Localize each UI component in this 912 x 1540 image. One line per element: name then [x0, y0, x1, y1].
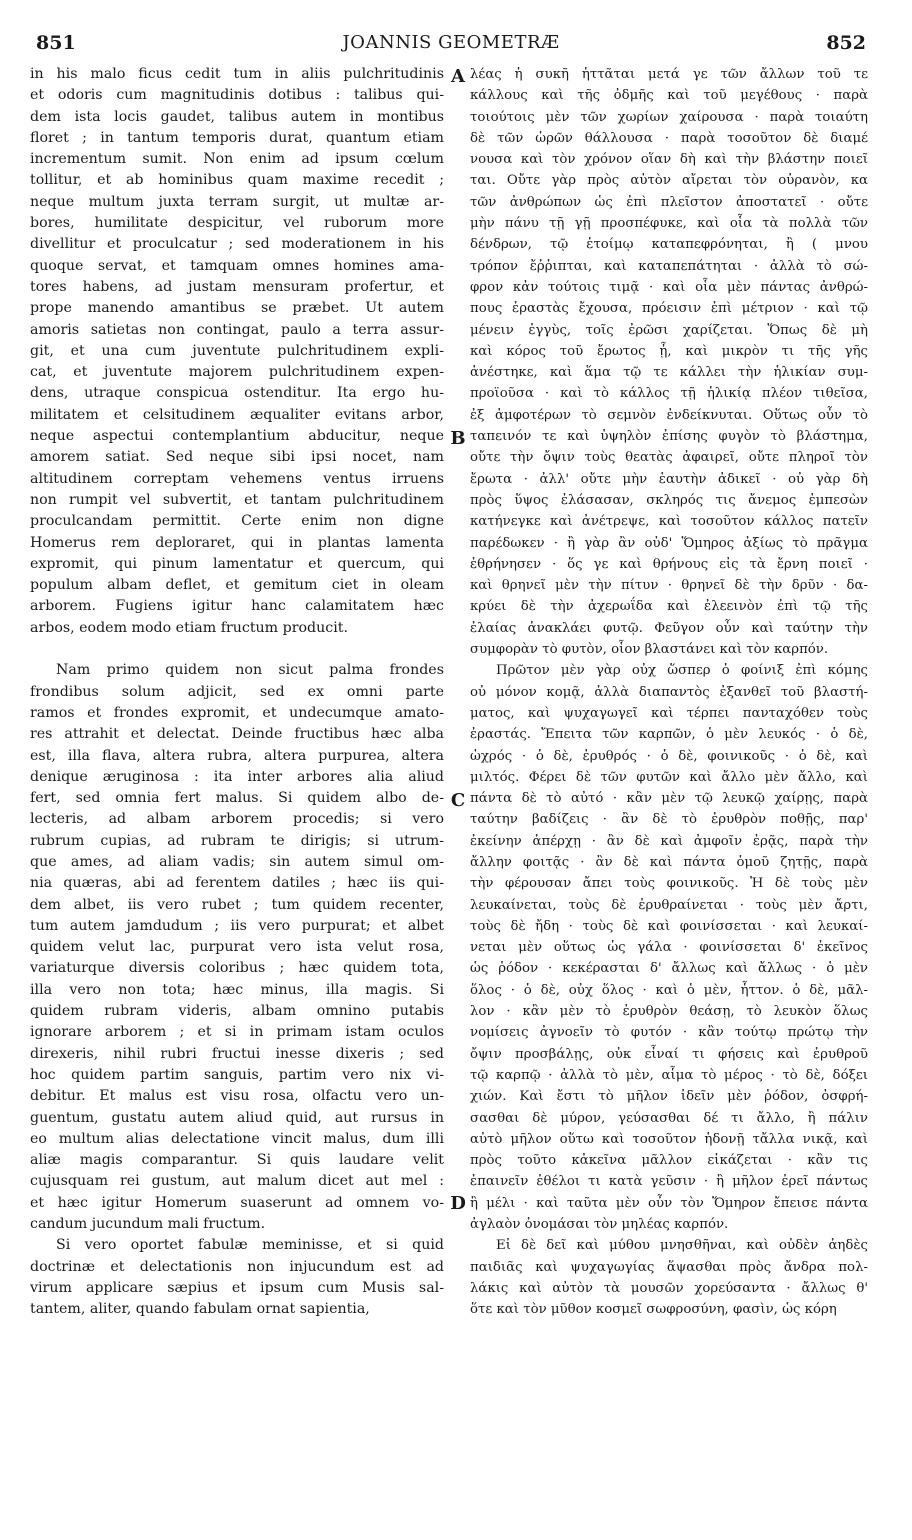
page-number-right: 852: [826, 32, 866, 54]
latin-text-line: militatem et celsitudinem æqualiter evitans arbor,: [30, 406, 444, 423]
latin-text-line: bores, humilitate despicitur, vel ruborum more: [30, 215, 444, 232]
greek-text-line: προϊοῦσα · καὶ τὸ κάλλος τῇ ἡλικίᾳ πλέον τιθεῖσα,: [470, 386, 868, 402]
latin-text-line: incrementum sumit. Non enim ad ipsum cœlum: [30, 151, 444, 168]
greek-text-line: παιδιᾶς καὶ ψυχαγωγίας ἅψασθαι πρὸς ἄνδρα πολ-: [470, 1259, 868, 1275]
latin-text-line: debitur. Et malus est visu rosa, olfactu vero un-: [30, 1088, 444, 1105]
latin-text-line: et odoris cum magnitudinis dotibus : talibus qui-: [30, 87, 444, 104]
greek-text-line: οὔτε τὴν ὄψιν τοὺς θεατὰς ἀφαιρεῖ, οὔτε πληροῖ τὸν: [470, 450, 868, 466]
greek-text-line: χιών. Καὶ ἔστι τὸ μῆλον ἰδεῖν μὲν ῥόδον, ὀσφρή-: [470, 1089, 868, 1105]
greek-text-line: πρὸς τοῦτο κἀκεῖνα μᾶλλον εἰκάζεται · κἂν τις: [470, 1153, 868, 1169]
greek-text-line: σασθαι δὲ μύρον, γεύσασθαι δέ τι ἄλλο, ἢ πάλιν: [470, 1110, 868, 1126]
latin-text-line: cujusquam rei gustum, aut malum dicet aut mel :: [30, 1173, 444, 1190]
latin-text-line: expromit, qui pinum lamentatur et quercum, qui: [30, 555, 444, 572]
greek-text-line: ἀγλαὸν ὀνομάσαι τὸν μηλέας καρπόν.: [470, 1217, 729, 1233]
latin-text-line: tores habens, ad justam mensuram profertur, et: [30, 278, 444, 295]
latin-text-line: virum applicare sæpius et ipsum cum Musis sal-: [30, 1279, 444, 1296]
latin-text-line: tollitur, et ab hominibus quam maxime recedit ;: [30, 172, 444, 189]
latin-text-line: arborem. Fugiens igitur hanc calamitatem hæc: [30, 598, 444, 615]
greek-text-line: μὴν πάνυ τῇ γῇ προσπέφυκε, καὶ οἷα τὰ πολλὰ τῶν: [470, 216, 868, 232]
greek-text-line: συμφορὰν τὸ φυτὸν, οἷον βλαστάνει καὶ τὸν καρπόν.: [470, 642, 829, 658]
greek-text-line: ἀνέστηκε, καὶ ἅμα τῷ τε κάλλει τὴν ἡλικίαν συμ-: [470, 365, 868, 381]
greek-text-line: ἐκείνην ἀπέρχῃ · ἂν δὲ καὶ ἀμφοῖν ἐρᾷς, παρὰ τὴν: [470, 833, 868, 849]
latin-text-line: nia quæras, abi ad ferentem datiles ; hæc iis qui-: [30, 875, 444, 892]
latin-text-line: ramos et frondes expromit, et undecumque amato-: [30, 704, 444, 721]
greek-text-line: παρέδωκεν · ἢ γὰρ ἂν οὐδ' Ὅμηρος ἀξίως τὸ πρᾶγμα: [470, 535, 868, 551]
greek-text-line: καὶ κόρος τοῦ ἔρωτος ᾖ, καὶ μικρὸν τι τῆς γῆς: [470, 343, 868, 359]
latin-text-line: est, illa flava, altera rubra, altera purpurea, altera: [30, 747, 444, 764]
latin-text-line: denique æruginosa : ita inter arbores alia aliud: [30, 768, 444, 785]
running-title: JOANNIS GEOMETRÆ: [342, 32, 560, 53]
latin-column: [30, 64, 444, 1321]
greek-text-line: λάκις καὶ αὐτὸν τὰ μουσῶν χορεύσαντα · ἄλλως θ': [470, 1280, 868, 1296]
latin-text-line: dens, utraque conspicua ostenditur. Ita ergo hu-: [30, 385, 444, 402]
greek-text-line: ταπεινόν τε καὶ ὑψηλὸν ἐπίσης φυγὸν τὸ βλάστημα,: [470, 429, 868, 445]
latin-text-line: rubrum cupias, ad rubram te dirigis; si utrum-: [30, 832, 444, 849]
page-header: [30, 32, 872, 60]
latin-text-line: tantem, aliter, quando fabulam ornat sapientia,: [30, 1301, 370, 1318]
latin-text-line: cat, et juventute majorem pulchritudinem expen-: [30, 364, 444, 381]
greek-text-line: τῷ καρπῷ · ἀλλὰ τὸ μὲν, αἷμα τὸ μέρος · τὸ δὲ, δόξει: [470, 1067, 868, 1083]
greek-text-line: ται. Οὔτε γὰρ πρὸς αὐτὸν αἴρεται τὸν οὐρανὸν, κα: [470, 173, 868, 189]
greek-text-line: ταύτην βαδίζεις · ἂν δὲ τὸ ἐρυθρὸν ποθῇς, παρ': [470, 812, 868, 828]
greek-text-line: νομίσεις ἀγνοεῖν τὸ φυτόν · κἂν τούτῳ πρώτῳ τὴν: [470, 1025, 868, 1041]
latin-text-line: illa vero non tota; hæc minus, illa magis. Si: [30, 981, 444, 998]
latin-text-line: in his malo ficus cedit tum in aliis pulchritudinis: [30, 66, 444, 82]
greek-column: [470, 64, 868, 1321]
greek-text-line: τοὺς δὲ ἤδη · τοὺς δὲ καὶ φοινίσσεται · καὶ λευκαί-: [470, 918, 868, 934]
greek-text-line: ἄλλην φοιτᾷς · ἂν δὲ καὶ πάντα ὁμοῦ ζητῇς, παρὰ: [470, 854, 868, 870]
greek-text-line: αὐτὸ μῆλον οὕτω καὶ τοσοῦτον ἡδονῇ τἄλλα νικᾷ, καὶ: [470, 1131, 868, 1147]
latin-text-line: amoris satietas non contingat, paulo a terra assur-: [30, 321, 444, 338]
latin-text-line: quoque servat, et tamquam omnes homines ama-: [30, 257, 444, 274]
latin-text-line: frondibus solum adjicit, sed ex omni parte: [30, 683, 444, 700]
greek-text-line: πους ἐραστὰς ἔχουσα, πρόεισιν ἐπὶ μέτριον · καὶ τῷ: [470, 301, 868, 317]
greek-text-line: ὡς ῥόδον · κεκέρασται δ' ἄλλως καὶ ἄλλως · ὁ μὲν: [470, 961, 868, 977]
latin-text-line: doctrinæ et delectationis non injucundum est ad: [30, 1258, 444, 1275]
section-marker-c: C: [450, 790, 466, 811]
latin-text-line: fert, sed omnia fert malus. Si quidem albo de-: [30, 790, 444, 807]
latin-text-line: quidem rubram videris, albam omnino putabis: [30, 1003, 444, 1020]
latin-text-line: hoc quidem partim sanguis, partim vero nix vi-: [30, 1066, 444, 1083]
latin-text-line: divellitur et proculcatur ; sed moderationem in his: [30, 236, 444, 253]
section-marker-d: D: [450, 1193, 466, 1214]
latin-text-line: aliæ magis comparantur. Si quis laudare velit: [30, 1152, 444, 1169]
greek-text-line: ὅλος · ὁ δὲ, οὐχ ὅλος · καὶ ὁ μὲν, ἧττον. ὁ δὲ, μᾶλ-: [470, 982, 868, 998]
greek-text-line: πρὸς ὕψος ἐλάσασαν, σκληρός τις ἄνεμος ἐμπεσὼν: [470, 492, 868, 508]
greek-text-line: ὄψιν προσβάλῃς, οὐκ εἶναί τι φήσεις καὶ ἐρυθροῦ: [470, 1046, 868, 1062]
latin-text-line: git, et una cum juventute pulchritudinem expli-: [30, 342, 444, 359]
latin-text-line: ignorare arborem ; et si in primam istam oculos: [30, 1024, 444, 1041]
greek-text-line: τρόπον ἔῤῥιπται, καὶ καταπεπάτηται · ἀλλὰ τὸ σώ-: [470, 258, 868, 274]
greek-text-line: δὲ τῶν ὡρῶν θάλλουσα · παρὰ τοσοῦτον δὲ διαμέ: [470, 130, 868, 146]
greek-text-line: ἐξ ἀμφοτέρων τὸ σεμνὸν ἐνδείκνυται. Οὕτως οὖν τὸ: [470, 407, 868, 423]
greek-text-line: φρον κἀν τούτοις τιμᾷ · καὶ οἷα μὲν πάντας ἀνθρώ-: [470, 279, 868, 295]
latin-text-line: res attrahit et delectat. Deinde fructibus hæc alba: [30, 726, 444, 743]
greek-text-line: καὶ θρηνεῖ μὲν τὴν πίτυν · θρηνεῖ δὲ τὴν δρῦν · δα-: [470, 578, 868, 594]
greek-text-line: λέας ἡ συκῆ ἡττᾶται μετά γε τῶν ἄλλων τοῦ τε: [470, 67, 868, 82]
latin-text-line: dem albet, iis vero rubet ; tum quidem recenter,: [30, 896, 444, 913]
greek-text-line: πάντα δὲ τὸ αὐτό · κἂν μὲν τῷ λευκῷ χαίρῃς, παρὰ: [470, 791, 868, 807]
latin-text-line: guentum, gustatu autem aliud quid, aut rursus in: [30, 1109, 444, 1126]
greek-text-line: νεται μὲν οὕτως ὡς γάλα · φοινίσσεται δ' ἐκεῖνος: [470, 940, 868, 956]
greek-text-line: ἐλαίας ἀνακλάει φυτῷ. Φεῦγον οὖν καὶ ταύτην τὴν: [470, 620, 868, 636]
latin-text-line: et hæc igitur Homerum suaserunt ad omnem vo-: [30, 1194, 444, 1211]
latin-text-line: Homerus rem deploraret, qui in plantas lamenta: [30, 534, 444, 551]
greek-text-line: ἔρωτα · ἀλλ' οὔτε μὴν ἑαυτὴν ἀδικεῖ · οὐ γὰρ δὴ: [470, 471, 868, 487]
greek-text-line: ἢ μέλι · καὶ ταῦτα μὲν οὖν τὸν Ὅμηρον ἔπεισε πάντα: [470, 1195, 868, 1211]
latin-text-line: floret ; in tantum temporis durat, quantum etiam: [30, 129, 444, 146]
latin-text-line: prope manendo amantibus se præbet. Ut autem: [30, 300, 444, 317]
latin-text-line: proculcandam permittit. Certe enim non digne: [30, 513, 444, 530]
latin-text-line: eo multum alias delectatione vincit malus, dum illi: [30, 1130, 444, 1147]
latin-text-line: altitudinem correptam vehemens ventus irruens: [30, 470, 444, 487]
latin-text-line: neque aspectui contemplantium abducitur, neque: [30, 428, 444, 445]
section-marker-b: B: [450, 428, 466, 449]
greek-text-line: λευκαίνεται, τοὺς δὲ ἐρυθραίνεται · τοὺς μὲν ἄρτι,: [470, 897, 868, 913]
latin-text-line: amorem satiat. Sed neque sibi ipsi nocet, nam: [30, 449, 444, 466]
greek-text-line: ἐπαινεῖν ἐθέλοι τι κατὰ γεῦσιν · ἢ μῆλον ἐρεῖ πάντως: [470, 1174, 868, 1190]
latin-text-line: neque multum juxta terram surgit, ut multæ ar-: [30, 193, 444, 210]
page-number-left: 851: [36, 32, 76, 54]
greek-text-line: ματος, καὶ ψυχαγωγεῖ καὶ τέρπει πανταχόθεν τοὺς: [470, 705, 868, 721]
greek-text-line: ἐθρήνησεν · ὅς γε καὶ θρήνους εἰς τὰ ἔρνη ποιεῖ ·: [470, 556, 868, 572]
latin-text-line: que ames, ad aliam vadis; sin autem simul om-: [30, 853, 444, 870]
latin-text-line: candum jucundum mali fructum.: [30, 1216, 266, 1233]
latin-text-line: populum albam deflet, et gemitum ciet in oleam: [30, 577, 444, 594]
greek-text-line: μιλτός. Φέρει δὲ τῶν φυτῶν καὶ ἄλλο μὲν ἄλλο, καὶ: [470, 769, 868, 785]
greek-text-line: μένειν ἐγγὺς, τοῖς ἐρῶσι χαρίζεται. Ὅπως δὲ μὴ: [470, 322, 868, 338]
greek-text-line: ὠχρός · ὁ δὲ, ἐρυθρός · ὁ δὲ, φοινικοῦς · ὁ δὲ, καὶ: [470, 748, 868, 764]
latin-text-line: arbos, eodem modo etiam fructum producit.: [30, 619, 348, 636]
greek-text-line: λον · κἂν μὲν τὸ ἐρυθρὸν θεάσῃ, τὸ λευκὸν ὅλως: [470, 1004, 868, 1020]
latin-text-line: quidem velut lac, purpurat vero ista velut rosa,: [30, 939, 444, 956]
greek-text-line: δένδρων, τῷ ἑτοίμῳ καταπεφρόνηται, ἢ ( μνου: [470, 237, 868, 253]
greek-text-line: τῶν ἀνθρώπων ὡς ἐπὶ πλεῖστον ἀποστατεῖ · οὔτε: [470, 194, 868, 210]
greek-text-line: κατήνεγκε καὶ ἀνέτρεψε, καὶ τοσοῦτον κάλλος πατεῖν: [470, 514, 868, 530]
latin-text-line: tum autem jamdudum ; iis vero purpurat; et albet: [30, 917, 444, 934]
greek-text-line: τὴν φέρουσαν ἄπει τοὺς φοινικοῦς. Ἡ δὲ τοὺς μὲν: [470, 876, 868, 892]
greek-text-line: ὅτε καὶ τὸν μῦθον κοσμεῖ σωφροσύνη, φασὶν, ὡς κόρη: [470, 1302, 837, 1318]
greek-text-line: κρύει δὲ τὴν ἀχερωΐδα καὶ ἐλεεινὸν ἐπὶ τῷ τῆς: [470, 599, 868, 615]
greek-text-line: νουσα καὶ τὸν χρόνον οἵαν δὴ καὶ τὴν βλάστην ποιεῖ: [470, 152, 868, 168]
greek-text-line: κάλλους καὶ τῆς ὀδμῆς καὶ τοῦ μεγέθους · παρὰ: [470, 88, 868, 104]
latin-text-line: direxeris, nihil rubri fructui inesse dixeris ; sed: [30, 1045, 444, 1062]
latin-text-line: dem ista locis gaudet, talibus autem in montibus: [30, 108, 444, 125]
latin-text-line: non rumpit vel subvertit, et tantam pulchritudinem: [30, 491, 444, 508]
greek-text-line: Πρῶτον μὲν γὰρ οὐχ ὥσπερ ὁ φοίνιξ ἐπὶ κόμης: [496, 663, 868, 679]
latin-text-line: Si vero oportet fabulæ meminisse, et si quid: [56, 1237, 444, 1254]
greek-text-line: ἐραστάς. Ἔπειτα τῶν καρπῶν, ὁ μὲν λευκός · ὁ δὲ,: [470, 727, 868, 743]
greek-text-line: τοιούτοις μὲν τῶν χωρίων χαίρουσα · παρὰ τοιαύτη: [470, 109, 868, 125]
greek-text-line: Εἰ δὲ δεῖ καὶ μύθου μνησθῆναι, καὶ οὐδὲν ἀηδὲς: [496, 1238, 868, 1254]
greek-text-line: οὐ μόνον κομᾷ, ἀλλὰ διαπαντὸς ἐξανθεῖ τοῦ βλαστή-: [470, 684, 868, 700]
latin-text-line: Nam primo quidem non sicut palma frondes: [56, 662, 444, 679]
paragraph-gap: [30, 639, 444, 660]
section-marker-a: A: [451, 66, 465, 87]
latin-text-line: lecteris, ad albam arborem procedis; si vero: [30, 811, 444, 828]
latin-text-line: variaturque diversis coloribus ; hæc quidem tota,: [30, 960, 444, 977]
